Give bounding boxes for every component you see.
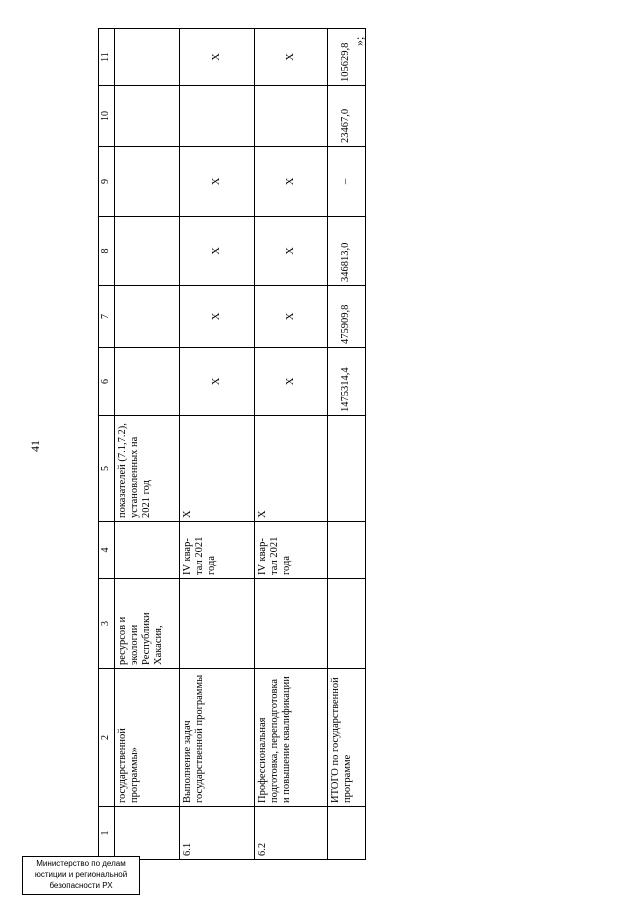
- table-row-continuation: [115, 29, 180, 860]
- col-number: 4: [99, 522, 115, 579]
- program-table: [98, 28, 366, 860]
- col-number: 3: [99, 579, 115, 669]
- col-number: 8: [99, 217, 115, 286]
- row-number: 6.2: [255, 807, 328, 860]
- table-row-6-1: [180, 29, 255, 860]
- table-cell: Х: [255, 416, 328, 522]
- table-row-total: [328, 29, 366, 860]
- row-title: ИТОГО по государственной программе: [328, 669, 366, 807]
- table-cell: [115, 286, 180, 348]
- table-cell: [115, 807, 180, 860]
- ministry-stamp: [22, 856, 140, 895]
- total-value: –: [328, 147, 366, 217]
- table-cell: показателей (7.1,7.2), установленных на 2021 год: [115, 416, 180, 522]
- table-cell: [328, 807, 366, 860]
- table-cell: Х: [255, 147, 328, 217]
- total-value: 475909,8: [328, 286, 366, 348]
- table-cell: Х: [180, 217, 255, 286]
- col-number: 1: [99, 807, 115, 860]
- table-cell: Х: [255, 29, 328, 86]
- total-value: 1475314,4: [328, 348, 366, 416]
- table-cell: Х: [180, 348, 255, 416]
- row-deadline: IV квар-тал 2021 года: [180, 522, 255, 579]
- table-cell: [115, 348, 180, 416]
- table-row-6-2: [255, 29, 328, 860]
- table-cell: Х: [255, 217, 328, 286]
- column-number-row: [99, 29, 115, 860]
- rotated-table-container: [98, 42, 366, 860]
- table-cell: [255, 579, 328, 669]
- stamp-line: юстиции и региональной: [34, 870, 128, 879]
- col-number: 2: [99, 669, 115, 807]
- table-cell: [115, 217, 180, 286]
- table-cell: [255, 86, 328, 147]
- table-cell: [180, 579, 255, 669]
- stamp-line: Министерство по делам: [36, 859, 126, 868]
- row-title: Выполнение задач государственной программы: [180, 669, 255, 807]
- total-value: 105629,8: [328, 29, 366, 86]
- col-number: 5: [99, 416, 115, 522]
- total-value: 346813,0: [328, 217, 366, 286]
- table-cell: [328, 416, 366, 522]
- total-value: 23467,0: [328, 86, 366, 147]
- table-cell: [115, 522, 180, 579]
- col-number: 6: [99, 348, 115, 416]
- table-cell: Х: [180, 147, 255, 217]
- table-cell: [115, 147, 180, 217]
- table-cell: Х: [180, 286, 255, 348]
- row-number: 6.1: [180, 807, 255, 860]
- table-cell: Х: [255, 286, 328, 348]
- table-cell: государственной программы»: [115, 669, 180, 807]
- table-cell: [328, 522, 366, 579]
- table-cell: Х: [255, 348, 328, 416]
- table-cell: [328, 579, 366, 669]
- table-cell: [115, 29, 180, 86]
- closing-quote-mark: »;: [352, 36, 366, 46]
- col-number: 9: [99, 147, 115, 217]
- table-cell: [115, 86, 180, 147]
- table-cell: ресурсов и экологии Республики Хакасия,: [115, 579, 180, 669]
- col-number: 11: [99, 29, 115, 86]
- page-number: 41: [28, 440, 42, 452]
- row-deadline: IV квар-тал 2021 года: [255, 522, 328, 579]
- col-number: 10: [99, 86, 115, 147]
- table-cell: [180, 86, 255, 147]
- stamp-line: безопасности РХ: [49, 881, 113, 890]
- row-title: Профессиональная подготовка, переподготовка и повышение квалификации: [255, 669, 328, 807]
- col-number: 7: [99, 286, 115, 348]
- table-cell: Х: [180, 416, 255, 522]
- table-cell: Х: [180, 29, 255, 86]
